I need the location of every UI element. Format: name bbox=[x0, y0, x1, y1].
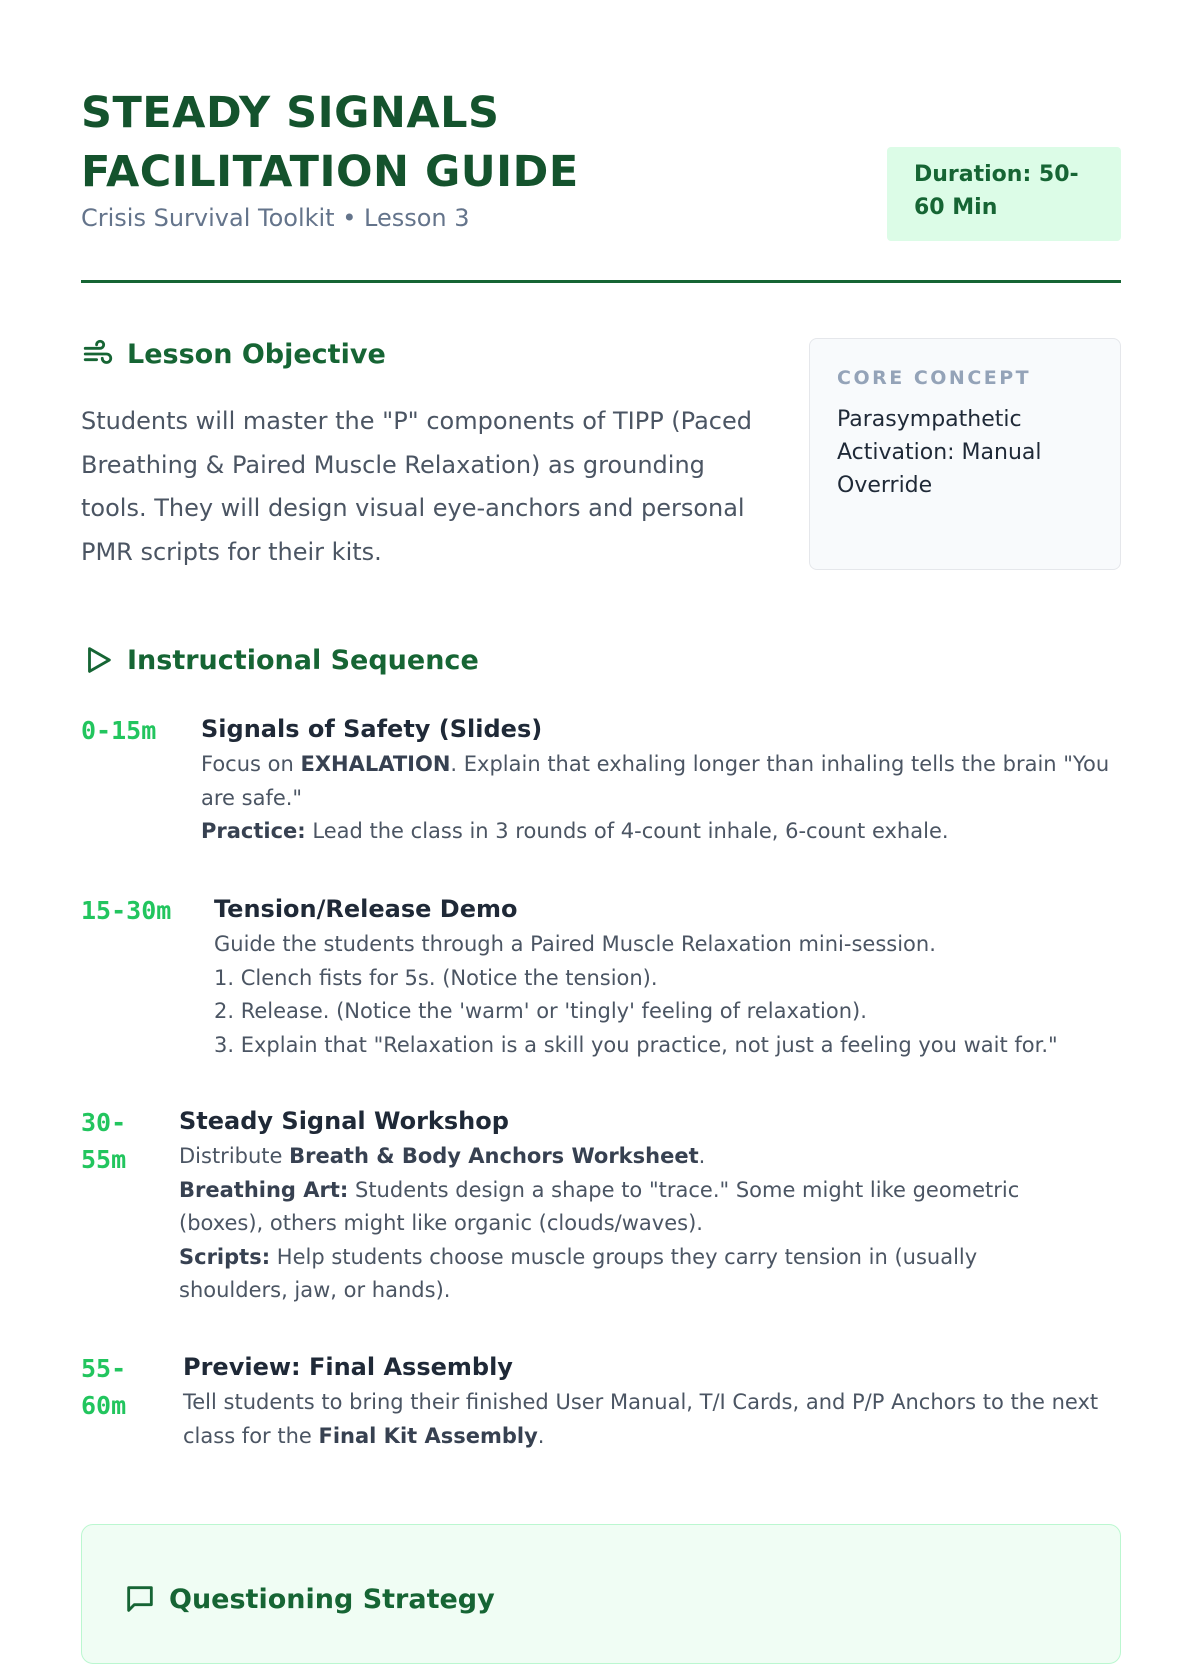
sequence-time: 15-30m bbox=[81, 896, 172, 925]
sequence-title: Tension/Release Demo bbox=[214, 895, 518, 923]
sequence-time: 30- 55m bbox=[81, 1108, 127, 1174]
sequence-line: Distribute Breath & Body Anchors Worksheet. bbox=[179, 1144, 706, 1168]
wind-icon bbox=[81, 337, 115, 371]
sequence-line: Focus on EXHALATION. Explain that exhaling longer than inhaling tells the brain "You are safe." bbox=[201, 752, 1110, 810]
page-title: STEADY SIGNALS FACILITATION GUIDE bbox=[81, 88, 579, 197]
sequence-body bbox=[179, 1104, 1079, 1308]
questioning-strategy-card bbox=[81, 1524, 1121, 1664]
header-divider bbox=[81, 280, 1121, 283]
objective-text: Students will master the "P" components of TIPP (Paced Breathing & Paired Muscle Relaxation) as grounding tools. They will design visual eye-anchors and personal PMR scripts for their kits. bbox=[81, 407, 752, 566]
sequence-body bbox=[201, 712, 1121, 849]
guide-header bbox=[81, 84, 1121, 284]
sequence-line: 3. Explain that "Relaxation is a skill you practice, not just a feeling you wait for." bbox=[214, 1032, 1058, 1057]
chat-bubble-icon bbox=[123, 1582, 157, 1616]
sequence-line: Breathing Art: Students design a shape to "trace." Some might like geometric (boxes), others might like organic (clouds/waves). bbox=[179, 1177, 1020, 1235]
duration-badge: Duration: 50- 60 Min bbox=[887, 147, 1121, 241]
sequence-body bbox=[183, 1350, 1121, 1453]
sequence-line: Tell students to bring their finished User Manual, T/I Cards, and P/P Anchors to the next class for the Final Kit Assembly. bbox=[183, 1390, 1099, 1448]
sequence-line: Guide the students through a Paired Muscle Relaxation mini-session. bbox=[214, 932, 936, 956]
play-icon bbox=[81, 643, 115, 677]
sequence-line: 1. Clench fists for 5s. (Notice the tension). bbox=[214, 965, 658, 990]
sequence-title: Preview: Final Assembly bbox=[183, 1353, 513, 1381]
facilitation-guide-page bbox=[81, 0, 1121, 1615]
sequence-line: Practice: Lead the class in 3 rounds of 4-count inhale, 6-count exhale. bbox=[201, 819, 949, 843]
objective-heading: Lesson Objective bbox=[81, 334, 386, 374]
questioning-heading: Questioning Strategy bbox=[123, 1579, 495, 1619]
page-subtitle: Crisis Survival Toolkit • Lesson 3 bbox=[81, 204, 470, 232]
sequence-title: Signals of Safety (Slides) bbox=[201, 715, 543, 743]
core-concept-card bbox=[809, 338, 1121, 570]
sequence-line: 2. Release. (Notice the 'warm' or 'tingly' feeling of relaxation). bbox=[214, 999, 867, 1023]
sequence-heading: Instructional Sequence bbox=[81, 640, 479, 680]
sequence-body bbox=[214, 892, 1121, 1062]
sequence-time: 55- 60m bbox=[81, 1354, 127, 1420]
sequence-title: Steady Signal Workshop bbox=[179, 1107, 509, 1135]
core-concept-text: Parasympathetic Activation: Manual Override bbox=[837, 407, 1042, 498]
sequence-time: 0-15m bbox=[81, 716, 157, 745]
core-concept-label: CORE CONCEPT bbox=[837, 367, 1032, 389]
sequence-line: Scripts: Help students choose muscle groups they carry tension in (usually shoulders, jaw, or hands). bbox=[179, 1244, 978, 1302]
